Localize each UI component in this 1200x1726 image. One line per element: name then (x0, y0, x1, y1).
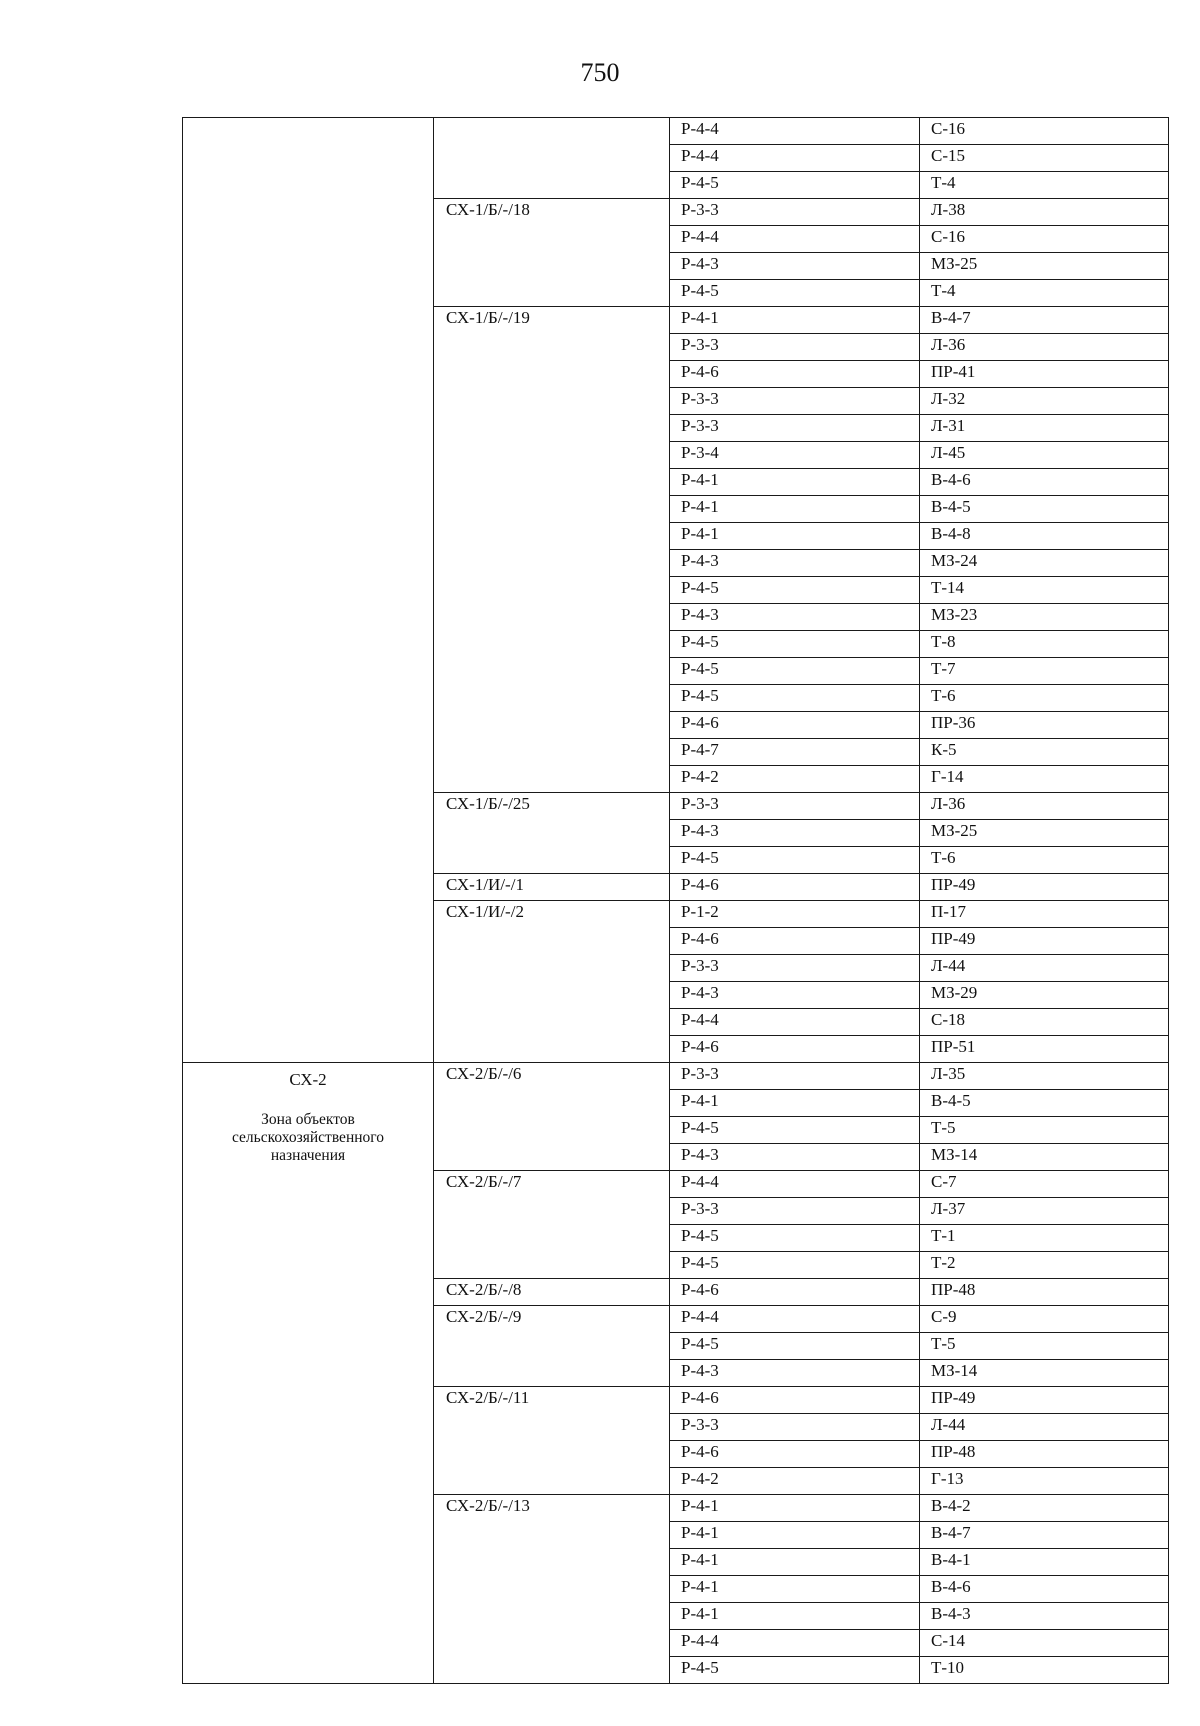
object-code-cell: Т-2 (920, 1252, 1169, 1279)
object-code-cell: ПР-36 (920, 712, 1169, 739)
regulation-code-cell: Р-4-4 (670, 226, 920, 253)
regulation-code-cell: Р-4-5 (670, 847, 920, 874)
regulation-code-cell: Р-4-1 (670, 1522, 920, 1549)
regulation-code-cell: Р-4-3 (670, 604, 920, 631)
zone-cell (183, 1063, 434, 1684)
regulation-code-cell: Р-4-1 (670, 1495, 920, 1522)
object-code-cell: В-4-7 (920, 1522, 1169, 1549)
object-code-cell: К-5 (920, 739, 1169, 766)
regulation-code-cell: Р-4-5 (670, 1252, 920, 1279)
plot-id-cell: СХ-2/Б/-/7 (434, 1171, 670, 1279)
object-code-cell: Л-31 (920, 415, 1169, 442)
regulation-code-cell: Р-4-4 (670, 1171, 920, 1198)
object-code-cell: ПР-48 (920, 1441, 1169, 1468)
plot-id-cell: СХ-2/Б/-/11 (434, 1387, 670, 1495)
object-code-cell: МЗ-14 (920, 1360, 1169, 1387)
object-code-cell: Т-14 (920, 577, 1169, 604)
regulation-code-cell: Р-4-3 (670, 1360, 920, 1387)
object-code-cell: Л-37 (920, 1198, 1169, 1225)
object-code-cell: В-4-5 (920, 1090, 1169, 1117)
regulation-code-cell: Р-4-5 (670, 1117, 920, 1144)
regulation-code-cell: Р-4-3 (670, 820, 920, 847)
object-code-cell: Л-32 (920, 388, 1169, 415)
plot-id-cell: СХ-2/Б/-/9 (434, 1306, 670, 1387)
zone-title-line: Зона объектов (261, 1111, 355, 1128)
plot-id-cell: СХ-2/Б/-/13 (434, 1495, 670, 1684)
object-code-cell: Л-45 (920, 442, 1169, 469)
object-code-cell: П-17 (920, 901, 1169, 928)
object-code-cell: МЗ-25 (920, 253, 1169, 280)
object-code-cell: Л-35 (920, 1063, 1169, 1090)
regulation-code-cell: Р-4-1 (670, 1576, 920, 1603)
object-code-cell: В-4-8 (920, 523, 1169, 550)
regulation-code-cell: Р-3-3 (670, 199, 920, 226)
object-code-cell: Т-5 (920, 1333, 1169, 1360)
regulation-code-cell: Р-3-3 (670, 388, 920, 415)
object-code-cell: МЗ-14 (920, 1144, 1169, 1171)
regulation-code-cell: Р-4-6 (670, 1387, 920, 1414)
object-code-cell: Т-5 (920, 1117, 1169, 1144)
regulation-code-cell: Р-4-5 (670, 1225, 920, 1252)
regulation-code-cell: Р-4-2 (670, 1468, 920, 1495)
regulation-code-cell: Р-4-7 (670, 739, 920, 766)
object-code-cell: В-4-7 (920, 307, 1169, 334)
object-code-cell: Т-6 (920, 685, 1169, 712)
object-code-cell: Л-44 (920, 955, 1169, 982)
object-code-cell: Л-36 (920, 334, 1169, 361)
regulation-code-cell: Р-4-5 (670, 577, 920, 604)
regulation-code-cell: Р-3-3 (670, 955, 920, 982)
regulation-code-cell: Р-3-3 (670, 1063, 920, 1090)
regulation-code-cell: Р-3-3 (670, 415, 920, 442)
object-code-cell: Т-4 (920, 172, 1169, 199)
plot-id-cell: СХ-1/И/-/2 (434, 901, 670, 1063)
object-code-cell: С-18 (920, 1009, 1169, 1036)
regulation-code-cell: Р-4-1 (670, 1603, 920, 1630)
regulation-code-cell: Р-3-4 (670, 442, 920, 469)
regulation-code-cell: Р-3-3 (670, 334, 920, 361)
object-code-cell: В-4-5 (920, 496, 1169, 523)
regulation-code-cell: Р-4-5 (670, 1657, 920, 1684)
object-code-cell: Л-38 (920, 199, 1169, 226)
regulation-code-cell: Р-4-3 (670, 982, 920, 1009)
table-row (183, 118, 1169, 145)
regulation-code-cell: Р-4-1 (670, 496, 920, 523)
regulation-code-cell: Р-4-6 (670, 1036, 920, 1063)
object-code-cell: ПР-41 (920, 361, 1169, 388)
object-code-cell: Л-36 (920, 793, 1169, 820)
plot-id-cell: СХ-2/Б/-/8 (434, 1279, 670, 1306)
object-code-cell: Л-44 (920, 1414, 1169, 1441)
plot-id-cell: СХ-2/Б/-/6 (434, 1063, 670, 1171)
plot-id-cell: СХ-1/Б/-/18 (434, 199, 670, 307)
object-code-cell: ПР-49 (920, 928, 1169, 955)
regulation-code-cell: Р-4-4 (670, 1009, 920, 1036)
plot-id-cell (434, 118, 670, 199)
object-code-cell: МЗ-23 (920, 604, 1169, 631)
regulation-code-cell: Р-4-5 (670, 658, 920, 685)
regulation-code-cell: Р-4-6 (670, 928, 920, 955)
object-code-cell: Г-13 (920, 1468, 1169, 1495)
object-code-cell: В-4-2 (920, 1495, 1169, 1522)
regulation-code-cell: Р-4-3 (670, 550, 920, 577)
object-code-cell: Т-7 (920, 658, 1169, 685)
object-code-cell: Т-4 (920, 280, 1169, 307)
regulation-code-cell: Р-4-1 (670, 469, 920, 496)
object-code-cell: С-16 (920, 226, 1169, 253)
object-code-cell: Г-14 (920, 766, 1169, 793)
regulation-code-cell: Р-4-4 (670, 1306, 920, 1333)
regulation-code-cell: Р-4-4 (670, 145, 920, 172)
regulation-code-cell: Р-4-6 (670, 1441, 920, 1468)
regulation-code-cell: Р-4-2 (670, 766, 920, 793)
regulation-code-cell: Р-4-5 (670, 1333, 920, 1360)
object-code-cell: С-16 (920, 118, 1169, 145)
regulation-code-cell: Р-4-5 (670, 685, 920, 712)
object-code-cell: Т-8 (920, 631, 1169, 658)
object-code-cell: ПР-51 (920, 1036, 1169, 1063)
object-code-cell: В-4-1 (920, 1549, 1169, 1576)
object-code-cell: Т-10 (920, 1657, 1169, 1684)
regulation-code-cell: Р-3-3 (670, 1198, 920, 1225)
object-code-cell: С-7 (920, 1171, 1169, 1198)
zone-code: СХ-2 (289, 1070, 327, 1089)
regulation-code-cell: Р-4-3 (670, 253, 920, 280)
plot-id-cell: СХ-1/Б/-/19 (434, 307, 670, 793)
zone-title-line: сельскохозяйственного (231, 1129, 385, 1146)
object-code-cell: С-15 (920, 145, 1169, 172)
zone-cell (183, 118, 434, 1063)
object-code-cell: Т-6 (920, 847, 1169, 874)
object-code-cell: В-4-6 (920, 1576, 1169, 1603)
object-code-cell: В-4-6 (920, 469, 1169, 496)
regulation-code-cell: Р-4-6 (670, 712, 920, 739)
object-code-cell: МЗ-29 (920, 982, 1169, 1009)
plot-id-cell: СХ-1/И/-/1 (434, 874, 670, 901)
object-code-cell: С-9 (920, 1306, 1169, 1333)
zone-title (183, 1111, 433, 1165)
page-number: 750 (580, 58, 620, 87)
regulation-code-cell: Р-4-5 (670, 631, 920, 658)
regulation-code-cell: Р-4-1 (670, 1090, 920, 1117)
zone-title-line: назначения (270, 1147, 346, 1164)
regulation-code-cell: Р-4-1 (670, 307, 920, 334)
regulation-code-cell: Р-3-3 (670, 793, 920, 820)
regulation-code-cell: Р-4-6 (670, 361, 920, 388)
table-body (183, 118, 1169, 1684)
plot-id-cell: СХ-1/Б/-/25 (434, 793, 670, 874)
table-row (183, 1063, 1169, 1090)
regulation-code-cell: Р-4-6 (670, 1279, 920, 1306)
object-code-cell: ПР-49 (920, 1387, 1169, 1414)
regulation-code-cell: Р-4-1 (670, 1549, 920, 1576)
regulation-code-cell: Р-4-1 (670, 523, 920, 550)
regulation-code-cell: Р-4-4 (670, 1630, 920, 1657)
object-code-cell: С-14 (920, 1630, 1169, 1657)
object-code-cell: ПР-49 (920, 874, 1169, 901)
object-code-cell: МЗ-24 (920, 550, 1169, 577)
object-code-cell: МЗ-25 (920, 820, 1169, 847)
regulation-code-cell: Р-4-3 (670, 1144, 920, 1171)
regulation-code-cell: Р-4-5 (670, 172, 920, 199)
regulation-code-cell: Р-4-6 (670, 874, 920, 901)
regulation-code-cell: Р-4-4 (670, 118, 920, 145)
regulation-code-cell: Р-4-5 (670, 280, 920, 307)
object-code-cell: ПР-48 (920, 1279, 1169, 1306)
regulation-code-cell: Р-1-2 (670, 901, 920, 928)
object-code-cell: В-4-3 (920, 1603, 1169, 1630)
zoning-table (182, 117, 1169, 1684)
object-code-cell: Т-1 (920, 1225, 1169, 1252)
regulation-code-cell: Р-3-3 (670, 1414, 920, 1441)
